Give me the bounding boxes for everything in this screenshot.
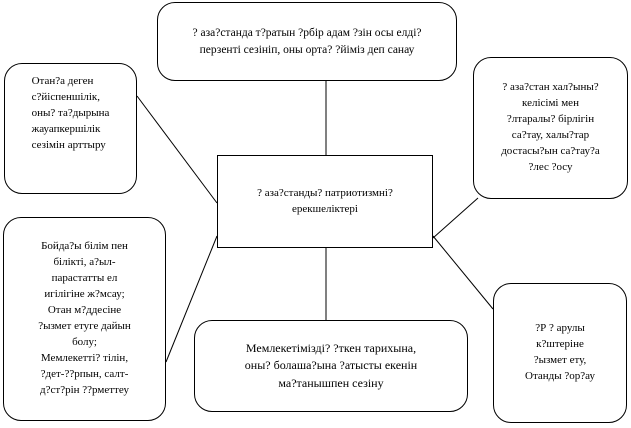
node-right-bottom (493, 283, 627, 423)
node-left-top-text: Отан?а деген с?йіспеншілік, оны? та?дырына жауапкершілік сезімін арттыру (31, 75, 110, 151)
connector-right-bottom (433, 236, 493, 309)
node-right-top-text: ? аза?стан хал?ыны? келісімі мен ?лтаралы? бірлігін са?тау, халы?тар достасы?ын са?тау?а ?лес ?осу (501, 81, 600, 173)
node-right-bottom-text: ?Р ? арулы к?штеріне ?ызмет ету, Отанды ?ор?ау (525, 322, 595, 382)
node-bottom-text: Мемлекетімізді? ?ткен тарихына, оны? болаша?ына ?атысты екенін ма?танышпен сезіну (244, 340, 418, 390)
node-right-top (473, 57, 628, 199)
connector-right-top (433, 198, 478, 238)
node-left-bottom (3, 217, 166, 421)
node-top-text: ? аза?станда т?ратын ?рбір адам ?зін осы елді? перзенті сезініп, оны орта? ?йіміз деп санау (192, 26, 422, 56)
node-top (157, 2, 457, 81)
central-topic-text: ? аза?станды? патриотизмні? ерекшеліктері (257, 186, 393, 215)
node-bottom (194, 320, 468, 412)
node-left-top (4, 63, 137, 194)
connector-left-top (137, 96, 217, 203)
central-topic-box (217, 155, 433, 248)
node-left-bottom-text: Бойда?ы білім пен білікті, а?ыл- парастатты ел игілігіне ж?мсау; Отан м?ддесіне ?ызмет етуге дайын болу; Мемлекетті? тілін, ?дет-??рпын, салт- д?ст?рін ??рметтеу (38, 240, 131, 396)
